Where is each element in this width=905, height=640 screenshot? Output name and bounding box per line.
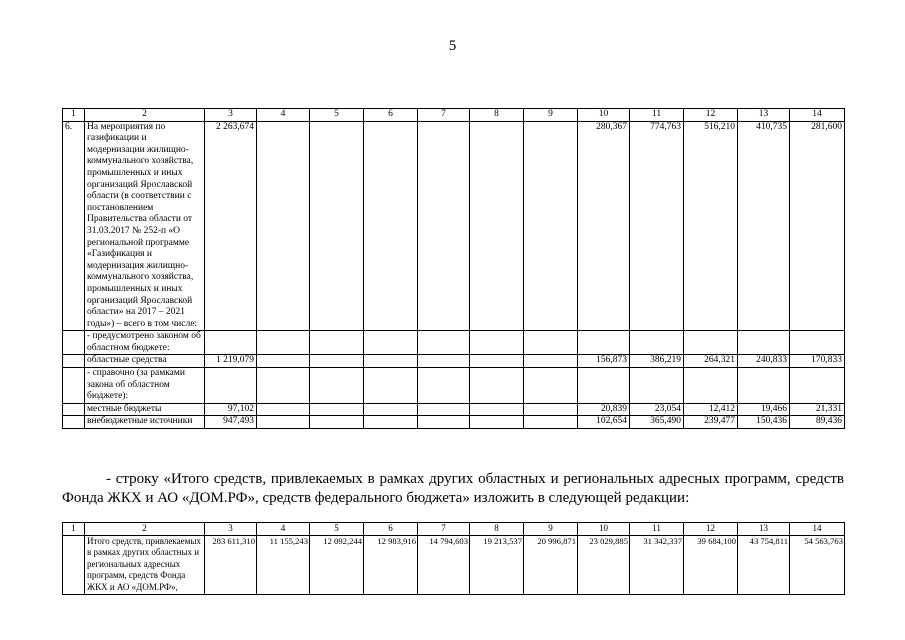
value-cell: [470, 368, 524, 404]
value-cell: 280,367: [578, 121, 630, 331]
column-number-cell: 9: [524, 109, 578, 122]
value-cell: [364, 121, 418, 331]
value-cell: [578, 331, 630, 355]
row-label-cell: местные бюджеты: [85, 403, 205, 416]
amendment-paragraph: - строку «Итого средств, привлекаемых в рамках других областных и региональных адресных программ, средств Фонда ЖКХ и АО «ДОМ.РФ», средств федерального бюджета» изложить в следующей редакции:: [62, 471, 844, 506]
column-number-cell: 8: [470, 523, 524, 536]
column-number-cell: 12: [684, 523, 738, 536]
value-cell: [418, 368, 470, 404]
value-cell: [418, 355, 470, 368]
value-cell: [524, 331, 578, 355]
value-cell: 19,466: [738, 403, 790, 416]
value-cell: 239,477: [684, 416, 738, 429]
column-number-cell: 11: [630, 523, 684, 536]
row-number-cell: 6.: [63, 121, 85, 331]
value-cell: [790, 331, 845, 355]
value-cell: 386,219: [630, 355, 684, 368]
value-cell: 97,102: [205, 403, 257, 416]
column-number-cell: 14: [790, 523, 845, 536]
value-cell: 156,873: [578, 355, 630, 368]
row-number-cell: [63, 368, 85, 404]
value-cell: [524, 121, 578, 331]
value-cell: [578, 368, 630, 404]
value-cell: [310, 403, 364, 416]
value-cell: [470, 355, 524, 368]
value-cell: [310, 355, 364, 368]
value-cell: [470, 331, 524, 355]
row-number-cell: [63, 416, 85, 429]
value-cell: 20 996,871: [524, 535, 578, 594]
value-cell: 2 263,674: [205, 121, 257, 331]
value-cell: [257, 403, 310, 416]
value-cell: 12 983,916: [364, 535, 418, 594]
column-number-cell: 10: [578, 109, 630, 122]
value-cell: 516,210: [684, 121, 738, 331]
value-cell: [364, 403, 418, 416]
funding-table-total: [62, 522, 845, 595]
row-number-cell: [63, 355, 85, 368]
column-number-cell: 7: [418, 109, 470, 122]
value-cell: 21,331: [790, 403, 845, 416]
value-cell: 1 219,079: [205, 355, 257, 368]
value-cell: 23 029,885: [578, 535, 630, 594]
value-cell: [418, 403, 470, 416]
value-cell: 240,833: [738, 355, 790, 368]
column-number-cell: 9: [524, 523, 578, 536]
table-header-row: [63, 523, 845, 536]
column-number-cell: 5: [310, 109, 364, 122]
value-cell: [257, 331, 310, 355]
value-cell: [364, 331, 418, 355]
value-cell: [257, 368, 310, 404]
value-cell: 150,436: [738, 416, 790, 429]
value-cell: [418, 121, 470, 331]
value-cell: [630, 368, 684, 404]
row-label-cell: На мероприятия по газификации и модернизации жилищно-коммунального хозяйства, промышленных и иных организаций Ярославской области (в соответствии с постановлением Правительства области от 31.03.2017 № 252-п «О региональной программе «Газификация и модернизация жилищно-коммунального хозяйства, промышленных и иных организаций Ярославской области» на 2017 – 2021 годы») – всего в том числе:: [85, 121, 205, 331]
row-label-cell: областные средства: [85, 355, 205, 368]
value-cell: [684, 331, 738, 355]
value-cell: [205, 368, 257, 404]
column-number-cell: 3: [205, 523, 257, 536]
value-cell: [470, 416, 524, 429]
value-cell: 283 611,310: [205, 535, 257, 594]
row-number-cell: [63, 403, 85, 416]
value-cell: 39 684,100: [684, 535, 738, 594]
column-number-cell: 12: [684, 109, 738, 122]
value-cell: 20,839: [578, 403, 630, 416]
column-number-cell: 7: [418, 523, 470, 536]
column-number-cell: 4: [257, 109, 310, 122]
value-cell: [524, 368, 578, 404]
value-cell: [684, 368, 738, 404]
column-number-cell: 8: [470, 109, 524, 122]
column-number-cell: 14: [790, 109, 845, 122]
value-cell: [470, 121, 524, 331]
value-cell: [310, 416, 364, 429]
column-number-cell: 5: [310, 523, 364, 536]
value-cell: [524, 416, 578, 429]
value-cell: [418, 416, 470, 429]
value-cell: [310, 331, 364, 355]
table-row: [63, 331, 845, 355]
value-cell: 947,493: [205, 416, 257, 429]
value-cell: [524, 355, 578, 368]
column-number-cell: 11: [630, 109, 684, 122]
value-cell: 31 342,337: [630, 535, 684, 594]
value-cell: [205, 331, 257, 355]
value-cell: [364, 368, 418, 404]
table-row: [63, 416, 845, 429]
column-number-cell: 6: [364, 523, 418, 536]
value-cell: [310, 121, 364, 331]
value-cell: [257, 416, 310, 429]
value-cell: 281,600: [790, 121, 845, 331]
value-cell: 89,436: [790, 416, 845, 429]
column-number-cell: 13: [738, 523, 790, 536]
value-cell: 410,735: [738, 121, 790, 331]
value-cell: 102,654: [578, 416, 630, 429]
value-cell: 14 794,603: [418, 535, 470, 594]
row-label-cell: - справочно (за рамками закона об областном бюджете):: [85, 368, 205, 404]
column-number-cell: 13: [738, 109, 790, 122]
table-row: [63, 535, 845, 594]
row-label-cell: Итого средств, привлекаемых в рамках других областных и региональных адресных программ, средств Фонда ЖКХ и АО «ДОМ.РФ»,: [85, 535, 205, 594]
column-number-cell: 4: [257, 523, 310, 536]
value-cell: [310, 368, 364, 404]
value-cell: [790, 368, 845, 404]
value-cell: [418, 331, 470, 355]
value-cell: [257, 121, 310, 331]
row-number-cell: [63, 331, 85, 355]
column-number-cell: 2: [85, 523, 205, 536]
column-number-cell: 2: [85, 109, 205, 122]
value-cell: [470, 403, 524, 416]
value-cell: 54 563,763: [790, 535, 845, 594]
value-cell: [738, 368, 790, 404]
value-cell: [630, 331, 684, 355]
table-row: [63, 403, 845, 416]
value-cell: 12 092,244: [310, 535, 364, 594]
row-label-cell: - предусмотрено законом об областном бюджете:: [85, 331, 205, 355]
value-cell: 264,321: [684, 355, 738, 368]
row-label-cell: внебюджетные источники: [85, 416, 205, 429]
value-cell: [738, 331, 790, 355]
value-cell: 365,490: [630, 416, 684, 429]
table-row: [63, 355, 845, 368]
page-number: 5: [448, 38, 457, 54]
value-cell: 23,054: [630, 403, 684, 416]
value-cell: 19 213,537: [470, 535, 524, 594]
column-number-cell: 10: [578, 523, 630, 536]
table-row: [63, 368, 845, 404]
column-number-cell: 1: [63, 109, 85, 122]
value-cell: 170,833: [790, 355, 845, 368]
table-header-row: [63, 109, 845, 122]
column-number-cell: 1: [63, 523, 85, 536]
value-cell: 12,412: [684, 403, 738, 416]
value-cell: 774,763: [630, 121, 684, 331]
funding-table-measures: [62, 108, 845, 429]
value-cell: [257, 355, 310, 368]
row-number-cell: [63, 535, 85, 594]
value-cell: [364, 355, 418, 368]
value-cell: 43 754,811: [738, 535, 790, 594]
column-number-cell: 6: [364, 109, 418, 122]
table-row: [63, 121, 845, 331]
value-cell: [364, 416, 418, 429]
value-cell: 11 155,243: [257, 535, 310, 594]
column-number-cell: 3: [205, 109, 257, 122]
value-cell: [524, 403, 578, 416]
